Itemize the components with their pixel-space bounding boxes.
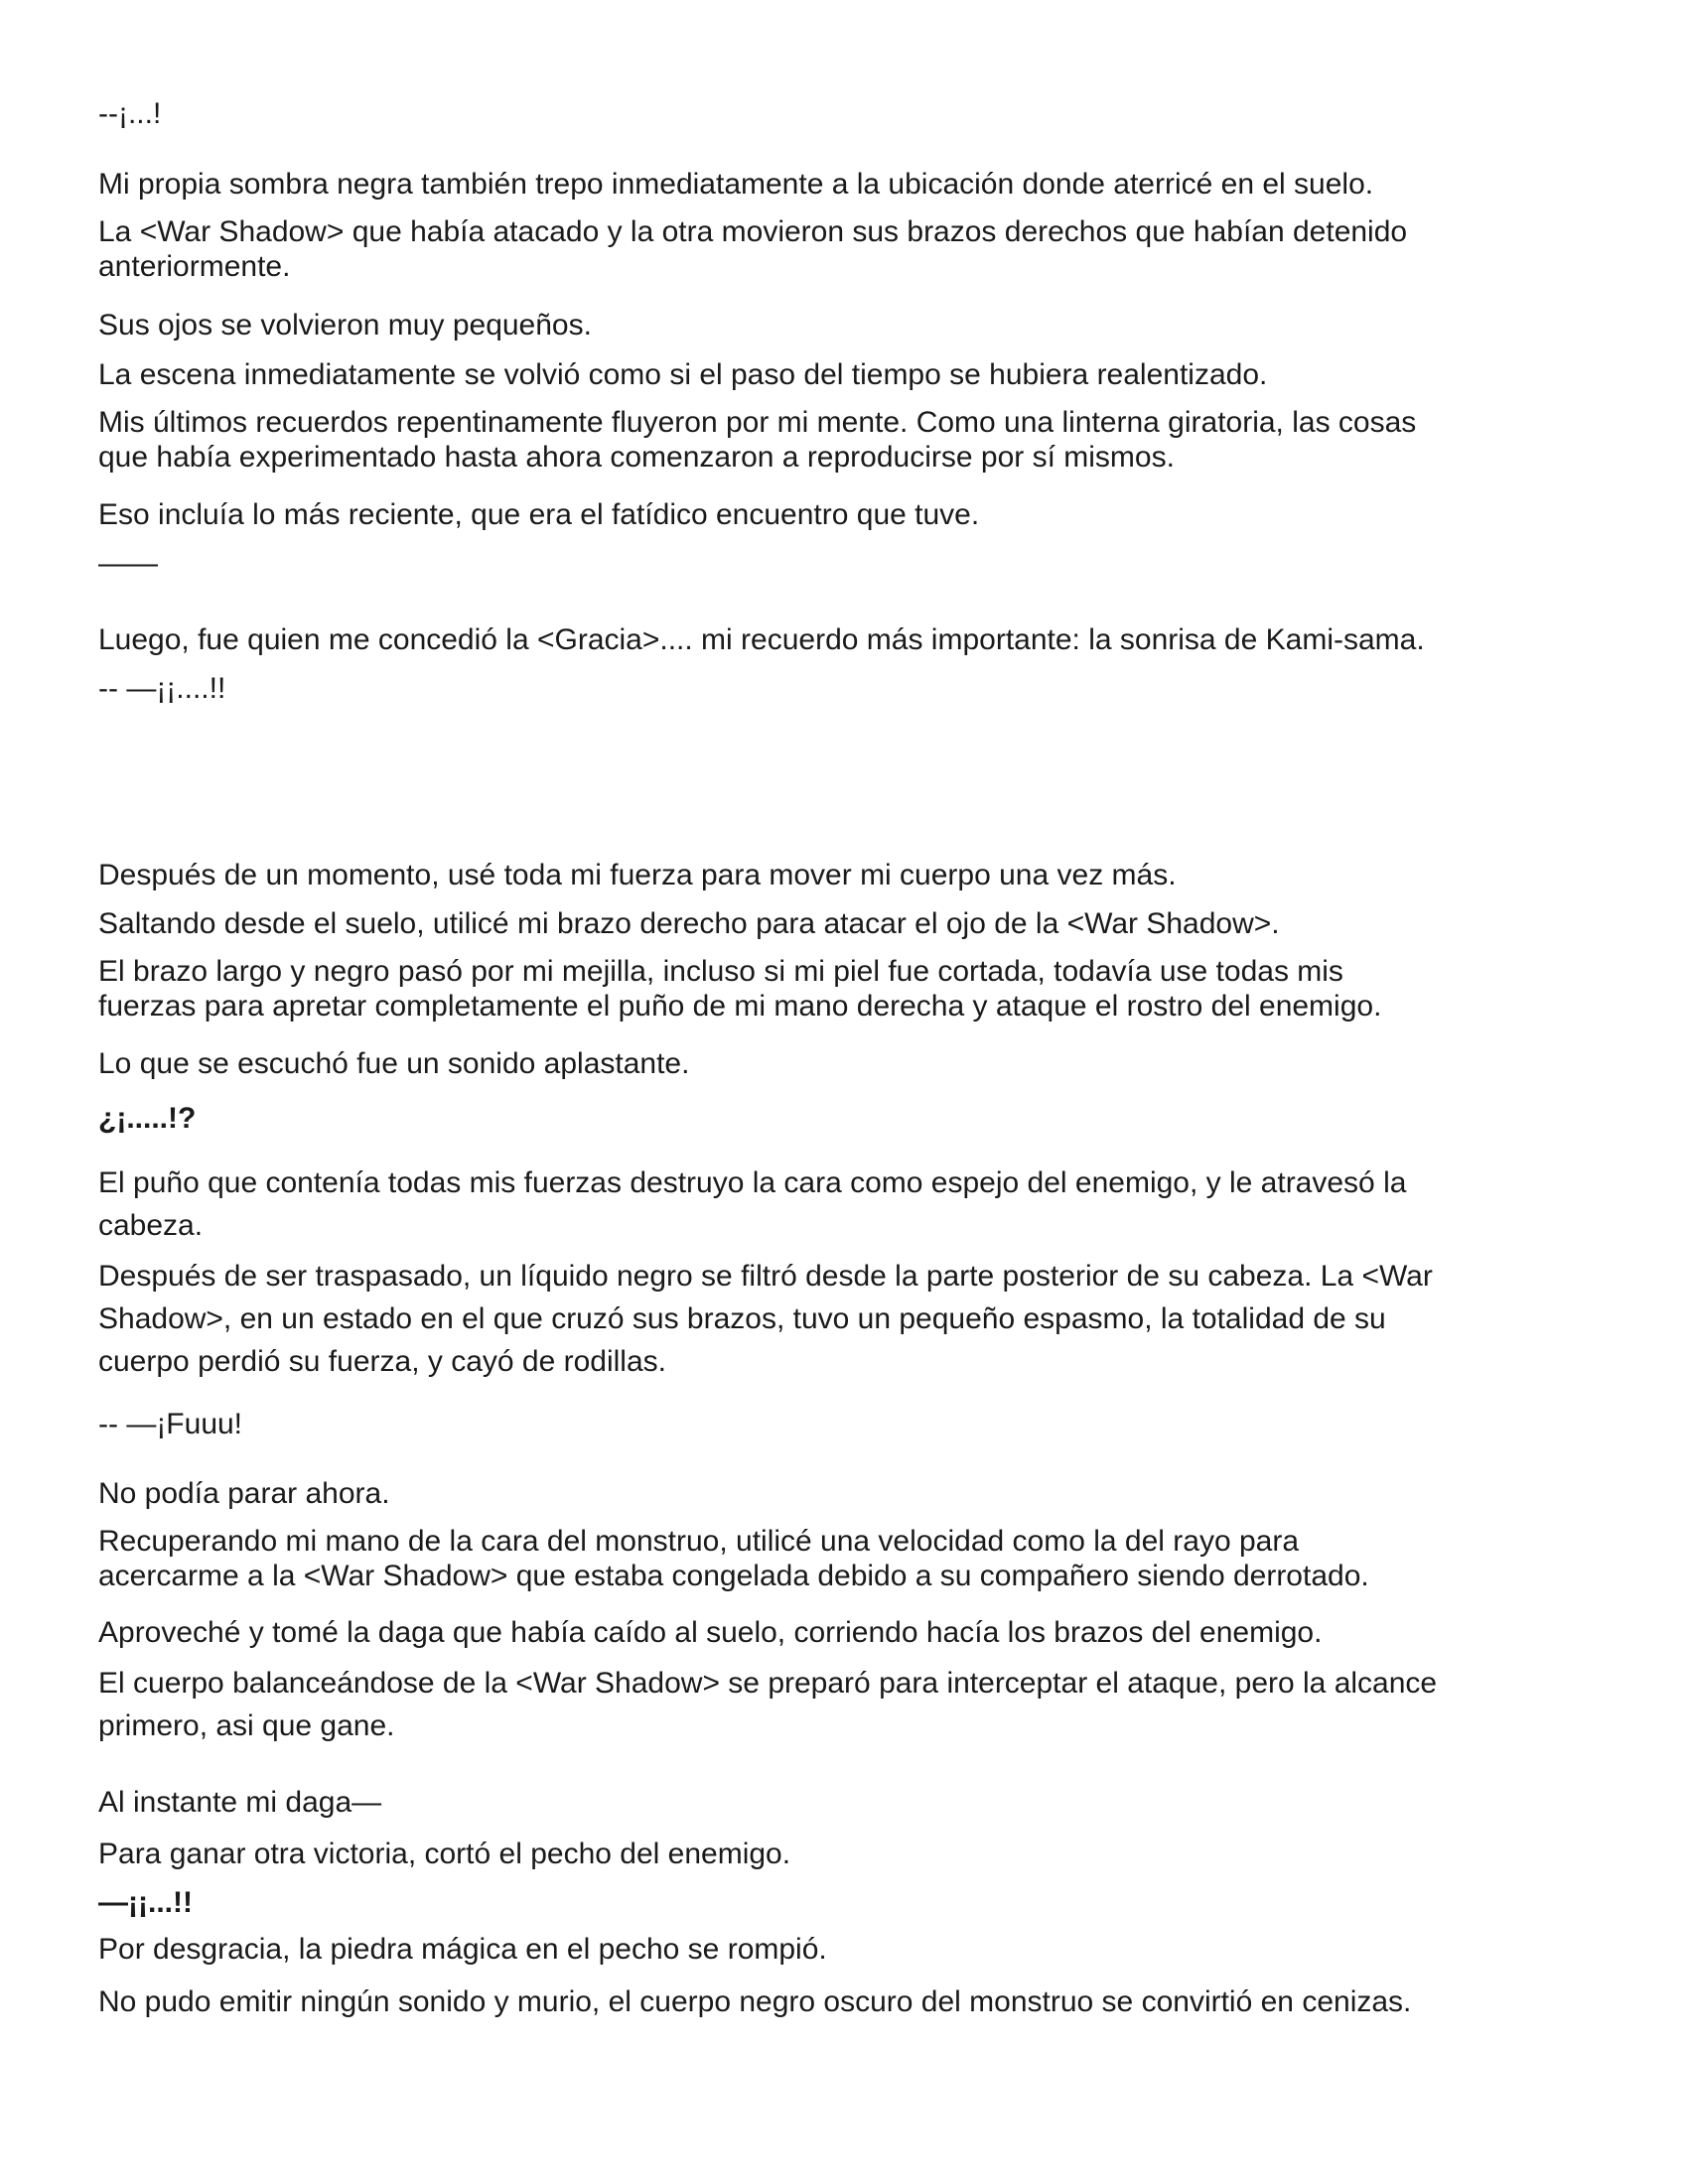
paragraph-16: Después de ser traspasado, un líquido negro se filtró desde la parte posterior de su cabeza. La <War Shadow>, en un estado en el que cruzó sus brazos, tuvo un pequeño espasmo, la totalidad de su cuerpo perdió su fuerza, y cayó de rodillas.	[98, 1260, 1433, 1378]
paragraph-20: Aproveché y tomé la daga que había caído al suelo, corriendo hacía los brazos del enemigo.	[98, 1616, 1323, 1649]
paragraph-4: Sus ojos se volvieron muy pequeños.	[98, 309, 592, 341]
paragraph-7: Eso incluía lo más reciente, que era el fatídico encuentro que tuve.	[98, 498, 980, 531]
paragraph-19: Recuperando mi mano de la cara del monstruo, utilicé una velocidad como la del rayo para acercarme a la <War Shadow> que estaba congelada debido a su compañero siendo derrotado.	[98, 1525, 1369, 1592]
paragraph-10: Después de un momento, usé toda mi fuerza para mover mi cuerpo una vez más.	[98, 859, 1177, 891]
paragraph-8: Luego, fue quien me concedió la <Gracia>.... mi recuerdo más importante: la sonrisa de Kami-sama.	[98, 623, 1425, 656]
paragraph-3: La <War Shadow> que había atacado y la otra movieron sus brazos derechos que habían detenido anteriormente.	[98, 215, 1408, 283]
paragraph-2: Mi propia sombra negra también trepo inmediatamente a la ubicación donde aterricé en el suelo.	[98, 168, 1374, 201]
paragraph-6: Mis últimos recuerdos repentinamente fluyeron por mi mente. Como una linterna giratoria, las cosas que había experimentado hasta ahora comenzaron a reproducirse por sí mismos.	[98, 406, 1417, 474]
paragraph-18: No podía parar ahora.	[98, 1477, 390, 1510]
paragraph-15: El puño que contenía todas mis fuerzas destruyo la cara como espejo del enemigo, y le atravesó la cabeza.	[98, 1166, 1407, 1242]
paragraph-22: Al instante mi daga—	[98, 1786, 382, 1819]
paragraph-5: La escena inmediatamente se volvió como si el paso del tiempo se hubiera realentizado.	[98, 358, 1268, 391]
paragraph-17: -- —¡Fuuu!	[98, 1408, 243, 1440]
paragraph-23: Para ganar otra victoria, cortó el pecho del enemigo.	[98, 1838, 791, 1870]
paragraph-25: Por desgracia, la piedra mágica en el pecho se rompió.	[98, 1933, 827, 1966]
paragraph-14: ¿¡.....!?	[98, 1102, 197, 1135]
paragraph-12: El brazo largo y negro pasó por mi mejilla, incluso si mi piel fue cortada, todavía use todas mis fuerzas para apretar completamente el puño de mi mano derecha y ataque el rostro del enemigo.	[98, 955, 1382, 1023]
separator-dash: ——	[98, 547, 158, 580]
paragraph-9: -- —¡¡....!!	[98, 672, 226, 705]
paragraph-1: --¡...!	[98, 97, 162, 130]
paragraph-21: El cuerpo balanceándose de la <War Shadow> se preparó para interceptar el ataque, pero la alcance primero, asi que gane.	[98, 1667, 1438, 1742]
paragraph-11: Saltando desde el suelo, utilicé mi brazo derecho para atacar el ojo de la <War Shadow>.	[98, 907, 1280, 940]
paragraph-13: Lo que se escuchó fue un sonido aplastante.	[98, 1047, 690, 1080]
paragraph-24: —¡¡...!!	[98, 1886, 193, 1919]
paragraph-26: No pudo emitir ningún sonido y murio, el cuerpo negro oscuro del monstruo se convirtió en cenizas.	[98, 1985, 1412, 2018]
